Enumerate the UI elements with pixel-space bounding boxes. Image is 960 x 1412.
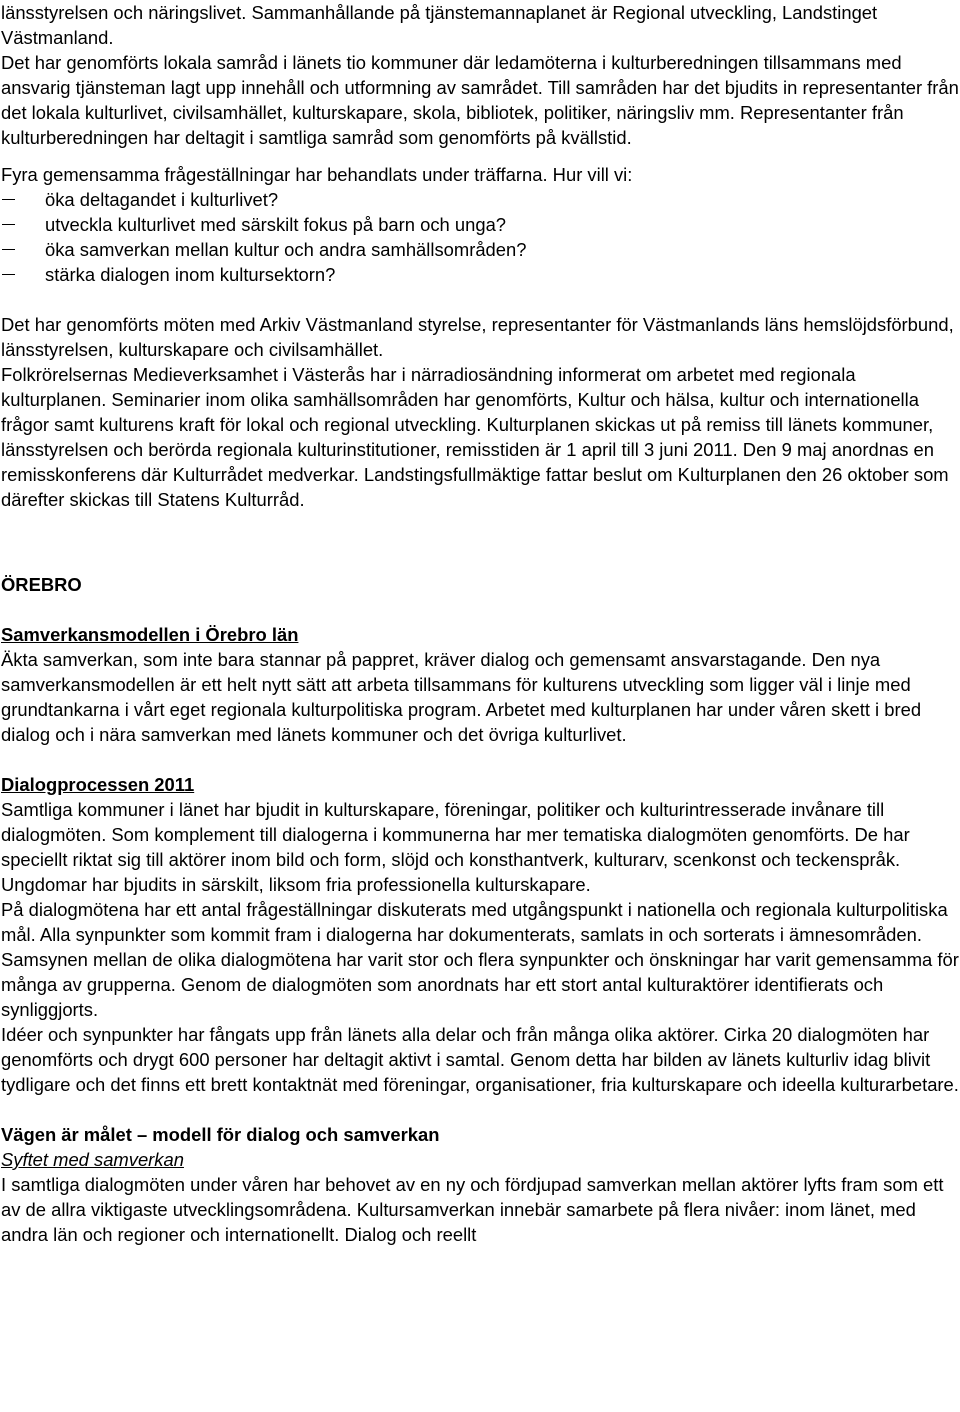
question-text: stärka dialogen inom kultursektorn?	[45, 264, 336, 285]
dash-bullet-icon	[2, 199, 15, 200]
dash-bullet-icon	[2, 249, 15, 250]
list-item	[1, 262, 960, 287]
section-heading-dialogprocessen: Dialogprocessen 2011	[1, 774, 195, 795]
subheading-syftet: Syftet med samverkan	[1, 1149, 184, 1170]
questions-intro: Fyra gemensamma frågeställningar har behandlats under träffarna. Hur vill vi:	[1, 164, 633, 185]
dialogprocessen-text-3: Idéer och synpunkter har fångats upp från länets alla delar och från många olika aktörer. Cirka 20 dialogmöten har genomförts och drygt 600 personer har deltagit aktivt i samtal. Genom detta har bilden av länets kulturliv idag blivit tydligare och det finns ett brett kontaktnät med föreningar, organisationer, fria kulturskapare och ideella kulturarbetare.	[1, 1024, 959, 1095]
dialogprocessen-text-2: På dialogmötena har ett antal frågeställningar diskuterats med utgångspunkt i nationella och regionala kulturpolitiska mål. Alla synpunkter som kommit fram i dialogerna har dokumenterats, samlats in och sorterats i ämnesområden. Samsynen mellan de olika dialogmötena har varit stor och flera synpunkter och önskningar har varit gemensamma för många av grupperna. Genom de dialogmöten som anordnats har ett stort antal kulturaktörer identifierats och synliggjorts.	[1, 899, 959, 1020]
list-item	[1, 187, 960, 212]
question-text: öka deltagandet i kulturlivet?	[45, 189, 279, 210]
question-text: öka samverkan mellan kultur och andra samhällsområden?	[45, 239, 527, 260]
dash-bullet-icon	[2, 274, 15, 275]
meetings-paragraph: Det har genomförts möten med Arkiv Västmanland styrelse, representanter för Västmanlands läns hemslöjdsförbund, länsstyrelsen, kulturskapare och civilsamhället.	[1, 314, 954, 360]
question-text: utveckla kulturlivet med särskilt fokus på barn och unga?	[45, 214, 507, 235]
region-heading-orebro: ÖREBRO	[1, 574, 82, 595]
vastmanland-intro-paragraph: länsstyrelsen och näringslivet. Sammanhållande på tjänstemannaplanet är Regional utveckling, Landstinget Västmanland.	[1, 2, 878, 48]
list-item	[1, 212, 960, 237]
syftet-text: I samtliga dialogmöten under våren har behovet av en ny och fördjupad samverkan mellan aktörer lyfts fram som ett av de allra viktigaste utvecklingsområdena. Kultursamverkan innebär samarbete på flera nivåer: inom länet, med andra län och regioner och internationellt. Dialog och reellt	[1, 1174, 944, 1245]
dialogprocessen-text-1: Samtliga kommuner i länet har bjudit in kulturskapare, föreningar, politiker och kulturintresserade invånare till dialogmöten. Som komplement till dialogerna i kommunerna har mer tematiska dialogmöten genomförts. De har speciellt riktat sig till aktörer inom bild och form, slöjd och konsthantverk, kulturarv, scenkonst och teckenspråk. Ungdomar har bjudits in särskilt, liksom fria professionella kulturskapare.	[1, 799, 910, 895]
samverkansmodellen-text: Äkta samverkan, som inte bara stannar på pappret, kräver dialog och gemensamt ansvarstagande. Den nya samverkansmodellen är ett helt nytt sätt att arbeta tillsammans för kulturens utveckling som ligger väl i linje med grundtankarna i vårt eget regionala kulturpolitiska program. Arbetet med kulturplanen har under våren skett i bred dialog och i nära samverkan med länets kommuner och det övriga kulturlivet.	[1, 649, 922, 745]
media-paragraph: Folkrörelsernas Medieverksamhet i Västerås har i närradiosändning informerat om arbetet med regionala kulturplanen. Seminarier inom olika samhällsområden har genomförts, Kultur och hälsa, kultur och internationella frågor samt kulturens kraft för lokal och regional utveckling. Kulturplanen skickas ut på remiss till länets kommuner, länsstyrelsen och berörda regionala kulturinstitutioner, remisstiden är 1 april till 3 juni 2011. Den 9 maj anordnas en remisskonferens där Kulturrådet medverkar. Landstingsfullmäktige fattar beslut om Kulturplanen den 26 oktober som därefter skickas till Statens Kulturråd.	[1, 364, 949, 510]
section-heading-samverkansmodellen: Samverkansmodellen i Örebro län	[1, 624, 299, 645]
list-item	[1, 237, 960, 262]
vastmanland-samrad-paragraph: Det har genomförts lokala samråd i länets tio kommuner där ledamöterna i kulturberedningen tillsammans med ansvarig tjänsteman lagt upp innehåll och utformning av samrådet. Till samråden har det bjudits in representanter från det lokala kulturlivet, civilsamhället, kulturskapare, skola, bibliotek, politiker, näringsliv mm. Representanter från kulturberedningen har deltagit i samtliga samråd som genomförts på kvällstid.	[1, 52, 959, 148]
dash-bullet-icon	[2, 224, 15, 225]
questions-list	[1, 187, 960, 287]
section-heading-vagen-ar-malet: Vägen är målet – modell för dialog och samverkan	[1, 1124, 440, 1145]
